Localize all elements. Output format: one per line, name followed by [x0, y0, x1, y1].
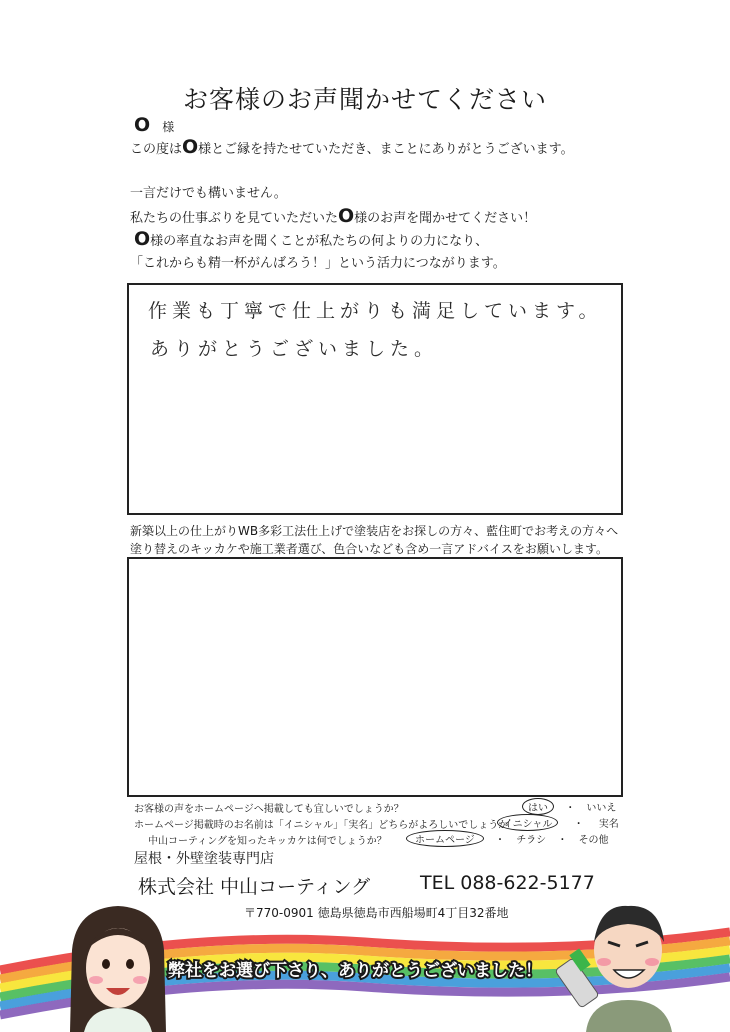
survey-q1: お客様の声をホームページへ掲載しても宜しいでしょうか？: [134, 804, 404, 815]
customer-initial: O: [338, 205, 355, 227]
separator: ・: [557, 835, 568, 846]
separator: ・: [495, 835, 505, 846]
customer-initial: O: [134, 114, 151, 136]
separator: ・: [565, 803, 576, 814]
advice-box: [127, 557, 623, 797]
answer-no: いいえ: [586, 803, 617, 814]
intro-line-2: [130, 205, 536, 227]
intro-line-2-prefix: 私たちの仕事ぶりを見ていただいた: [130, 211, 339, 226]
handwritten-comment-line-1: 作業も丁寧で仕上がりも満足しています。: [148, 300, 603, 322]
rainbow-banner: [0, 890, 730, 1032]
page-title: お客様のお声聞かせてください: [182, 85, 547, 114]
intro-line-4: 「これからも精一杯がんばろう！」という活力につながります。: [130, 256, 506, 271]
intro-line-3: [134, 228, 488, 250]
banner-message: 弊社をお選び下さり、ありがとうございました！: [168, 961, 542, 981]
thanks-line: [130, 136, 574, 158]
customer-initial: O: [134, 228, 151, 250]
answer-yes-circled: はい: [522, 798, 554, 815]
advice-line-1: 新築以上の仕上がりWB多彩工法仕上げで塗装店をお探しの方々、藍住町でお考えの方々へ: [130, 524, 619, 538]
separator: ・: [573, 819, 584, 830]
company-tel: TEL 088-622-5177: [420, 872, 595, 894]
answer-flyer: チラシ: [516, 835, 547, 846]
customer-name-line: [134, 114, 174, 136]
answer-other: その他: [578, 835, 609, 846]
answer-real-name: 実名: [598, 819, 619, 830]
survey-q3-answers: [406, 830, 609, 847]
company-address: 〒770-0901 徳島県徳島市西船場町4丁目32番地: [244, 906, 509, 920]
intro-line-1: 一言だけでも構いません。: [130, 186, 287, 201]
thanks-prefix: この度は: [130, 142, 183, 157]
answer-homepage-circled: ホームページ: [406, 830, 484, 847]
man-avatar-illustration: [555, 906, 672, 1032]
survey-q3: 中山コーティングを知ったキッカケは何でしょうか？: [148, 836, 387, 847]
woman-avatar-illustration: [70, 906, 166, 1032]
advice-line-2: 塗り替えのキッカケや施工業者選び、色合いなども含め一言アドバイスをお願いします。: [130, 542, 608, 556]
thanks-suffix: 様とご縁を持たせていただき、まことにありがとうございます。: [198, 142, 574, 157]
company-name: 株式会社 中山コーティング: [138, 876, 371, 898]
customer-initial: O: [182, 136, 199, 158]
survey-q2-answers: [497, 814, 619, 831]
intro-line-2-suffix: 様のお声を聞かせてください！: [354, 211, 537, 226]
specialty-label: 屋根・外壁塗装専門店: [134, 851, 274, 867]
survey-q1-answers: [522, 798, 616, 815]
handwritten-comment-line-2: ありがとうございました。: [150, 338, 439, 360]
survey-q2: ホームページ掲載時のお名前は「イニシャル」「実名」どちらがよろしいでしょうか: [134, 820, 509, 831]
sama-label: 様: [162, 120, 175, 134]
answer-initial-circled: イニシャル: [497, 814, 558, 831]
intro-line-3-suffix: 様の率直なお声を聞くことが私たちの何よりの力になり、: [150, 234, 489, 249]
